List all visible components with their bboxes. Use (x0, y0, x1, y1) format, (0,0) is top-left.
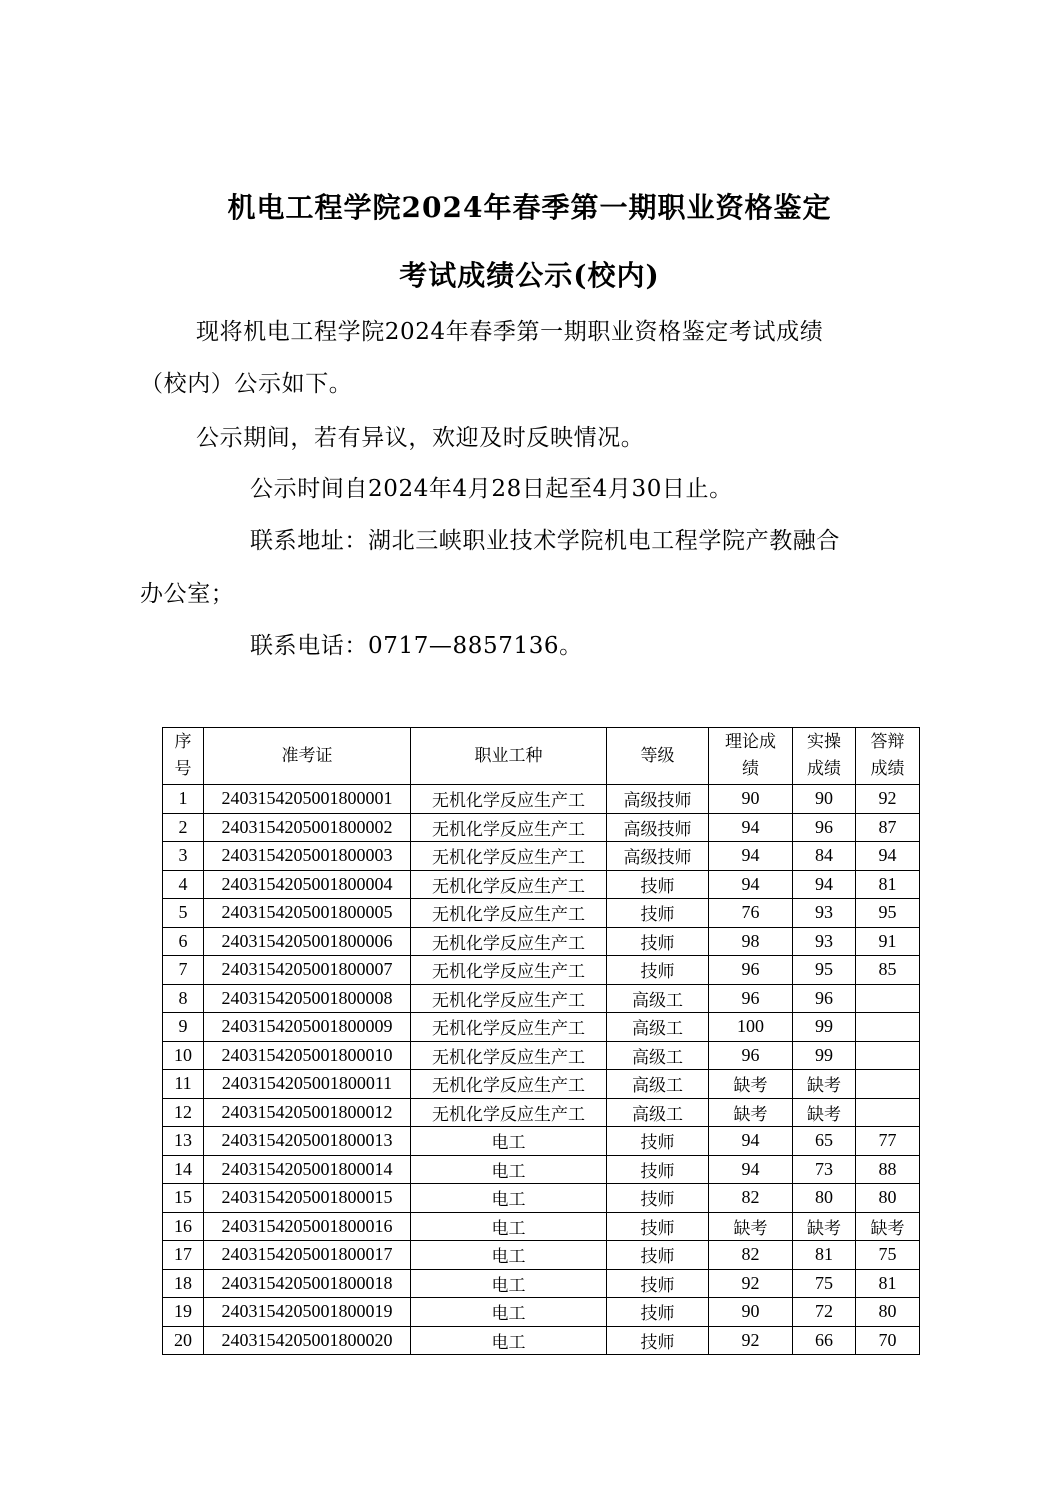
cell-job: 无机化学反应生产工 (411, 842, 607, 871)
table-row (163, 1269, 920, 1298)
cell-ticket: 2403154205001800016 (204, 1212, 411, 1241)
cell-theory-score: 90 (709, 1298, 793, 1327)
cell-ticket: 2403154205001800018 (204, 1269, 411, 1298)
table-row (163, 1041, 920, 1070)
cell-level: 技师 (607, 1212, 709, 1241)
cell-theory-score: 94 (709, 870, 793, 899)
intro-paragraph-line-1: 现将机电工程学院2024年春季第一期职业资格鉴定考试成绩 (196, 319, 824, 345)
cell-defense-score: 81 (856, 1269, 920, 1298)
cell-practice-score: 65 (793, 1127, 856, 1156)
cell-theory-score: 96 (709, 956, 793, 985)
cell-defense-score: 85 (856, 956, 920, 985)
cell-practice-score: 94 (793, 870, 856, 899)
cell-job: 电工 (411, 1184, 607, 1213)
cell-job: 电工 (411, 1269, 607, 1298)
cell-level: 技师 (607, 956, 709, 985)
cell-job: 无机化学反应生产工 (411, 1041, 607, 1070)
cell-defense-score: 87 (856, 813, 920, 842)
cell-defense-score: 77 (856, 1127, 920, 1156)
cell-seq: 15 (163, 1184, 204, 1213)
cell-job: 无机化学反应生产工 (411, 1013, 607, 1042)
cell-job: 无机化学反应生产工 (411, 984, 607, 1013)
cell-ticket: 2403154205001800013 (204, 1127, 411, 1156)
cell-seq: 7 (163, 956, 204, 985)
cell-seq: 17 (163, 1241, 204, 1270)
cell-job: 电工 (411, 1326, 607, 1355)
cell-theory-score: 96 (709, 1041, 793, 1070)
cell-level: 技师 (607, 870, 709, 899)
header-job: 职业工种 (411, 728, 607, 785)
cell-practice-score: 99 (793, 1013, 856, 1042)
cell-ticket: 2403154205001800001 (204, 785, 411, 814)
cell-theory-score: 94 (709, 1155, 793, 1184)
cell-ticket: 2403154205001800020 (204, 1326, 411, 1355)
cell-practice-score: 93 (793, 899, 856, 928)
cell-ticket: 2403154205001800003 (204, 842, 411, 871)
cell-seq: 1 (163, 785, 204, 814)
cell-defense-score: 92 (856, 785, 920, 814)
table-row (163, 785, 920, 814)
publicity-period: 公示时间自2024年4月28日起至4月30日止。 (250, 476, 733, 502)
header-theory-score: 理论成 绩 (709, 728, 793, 785)
table-row (163, 1212, 920, 1241)
table-row (163, 1155, 920, 1184)
document-title-line-2: 考试成绩公示(校内) (399, 259, 660, 292)
cell-job: 无机化学反应生产工 (411, 785, 607, 814)
table-row (163, 1241, 920, 1270)
cell-theory-score: 92 (709, 1326, 793, 1355)
header-seq: 序 号 (163, 728, 204, 785)
cell-defense-score (856, 984, 920, 1013)
cell-seq: 13 (163, 1127, 204, 1156)
cell-level: 高级工 (607, 1098, 709, 1127)
cell-defense-score (856, 1041, 920, 1070)
cell-practice-score: 73 (793, 1155, 856, 1184)
table-header-row (163, 728, 920, 785)
cell-seq: 16 (163, 1212, 204, 1241)
cell-practice-score: 缺考 (793, 1070, 856, 1099)
table-row (163, 870, 920, 899)
table-row (163, 842, 920, 871)
cell-defense-score: 80 (856, 1298, 920, 1327)
cell-theory-score: 94 (709, 842, 793, 871)
table-row (163, 899, 920, 928)
cell-level: 技师 (607, 1269, 709, 1298)
cell-level: 技师 (607, 1298, 709, 1327)
cell-seq: 8 (163, 984, 204, 1013)
cell-ticket: 2403154205001800007 (204, 956, 411, 985)
cell-theory-score: 98 (709, 927, 793, 956)
cell-ticket: 2403154205001800009 (204, 1013, 411, 1042)
header-practice-score: 实操 成绩 (793, 728, 856, 785)
cell-seq: 2 (163, 813, 204, 842)
cell-job: 无机化学反应生产工 (411, 1070, 607, 1099)
cell-seq: 18 (163, 1269, 204, 1298)
cell-practice-score: 95 (793, 956, 856, 985)
cell-level: 技师 (607, 1241, 709, 1270)
cell-level: 高级工 (607, 1013, 709, 1042)
cell-theory-score: 96 (709, 984, 793, 1013)
cell-defense-score: 75 (856, 1241, 920, 1270)
cell-defense-score: 缺考 (856, 1212, 920, 1241)
cell-ticket: 2403154205001800005 (204, 899, 411, 928)
cell-theory-score: 90 (709, 785, 793, 814)
cell-practice-score: 99 (793, 1041, 856, 1070)
cell-ticket: 2403154205001800017 (204, 1241, 411, 1270)
cell-level: 技师 (607, 1326, 709, 1355)
cell-ticket: 2403154205001800019 (204, 1298, 411, 1327)
cell-ticket: 2403154205001800004 (204, 870, 411, 899)
cell-defense-score: 95 (856, 899, 920, 928)
cell-level: 技师 (607, 1155, 709, 1184)
cell-seq: 6 (163, 927, 204, 956)
cell-practice-score: 66 (793, 1326, 856, 1355)
cell-ticket: 2403154205001800012 (204, 1098, 411, 1127)
cell-seq: 3 (163, 842, 204, 871)
table-row (163, 1013, 920, 1042)
cell-seq: 20 (163, 1326, 204, 1355)
cell-practice-score: 96 (793, 984, 856, 1013)
cell-practice-score: 84 (793, 842, 856, 871)
cell-seq: 11 (163, 1070, 204, 1099)
cell-job: 无机化学反应生产工 (411, 870, 607, 899)
cell-level: 技师 (607, 1184, 709, 1213)
cell-job: 电工 (411, 1298, 607, 1327)
cell-defense-score: 80 (856, 1184, 920, 1213)
cell-defense-score: 94 (856, 842, 920, 871)
table-row (163, 1127, 920, 1156)
cell-level: 技师 (607, 899, 709, 928)
cell-ticket: 2403154205001800010 (204, 1041, 411, 1070)
table-row (163, 1098, 920, 1127)
cell-job: 无机化学反应生产工 (411, 813, 607, 842)
cell-seq: 14 (163, 1155, 204, 1184)
cell-practice-score: 96 (793, 813, 856, 842)
cell-defense-score: 91 (856, 927, 920, 956)
cell-theory-score: 100 (709, 1013, 793, 1042)
cell-level: 高级工 (607, 1070, 709, 1099)
header-ticket: 准考证 (204, 728, 411, 785)
cell-theory-score: 76 (709, 899, 793, 928)
cell-ticket: 2403154205001800002 (204, 813, 411, 842)
cell-job: 电工 (411, 1155, 607, 1184)
cell-practice-score: 75 (793, 1269, 856, 1298)
cell-theory-score: 缺考 (709, 1212, 793, 1241)
cell-level: 技师 (607, 1127, 709, 1156)
intro-paragraph-line-2: （校内）公示如下。 (140, 371, 353, 397)
cell-theory-score: 94 (709, 1127, 793, 1156)
cell-seq: 9 (163, 1013, 204, 1042)
cell-job: 无机化学反应生产工 (411, 899, 607, 928)
cell-ticket: 2403154205001800014 (204, 1155, 411, 1184)
cell-theory-score: 缺考 (709, 1098, 793, 1127)
cell-job: 无机化学反应生产工 (411, 1098, 607, 1127)
cell-practice-score: 93 (793, 927, 856, 956)
table-row (163, 1326, 920, 1355)
cell-level: 高级技师 (607, 842, 709, 871)
cell-defense-score (856, 1013, 920, 1042)
table-row (163, 927, 920, 956)
table-row (163, 956, 920, 985)
table-row (163, 813, 920, 842)
cell-practice-score: 80 (793, 1184, 856, 1213)
contact-phone: 联系电话：0717—8857136。 (250, 633, 583, 659)
cell-defense-score (856, 1070, 920, 1099)
cell-theory-score: 缺考 (709, 1070, 793, 1099)
cell-seq: 4 (163, 870, 204, 899)
table-row (163, 1298, 920, 1327)
cell-practice-score: 缺考 (793, 1098, 856, 1127)
cell-ticket: 2403154205001800015 (204, 1184, 411, 1213)
cell-job: 无机化学反应生产工 (411, 927, 607, 956)
cell-theory-score: 82 (709, 1241, 793, 1270)
cell-practice-score: 72 (793, 1298, 856, 1327)
cell-seq: 19 (163, 1298, 204, 1327)
cell-defense-score: 70 (856, 1326, 920, 1355)
cell-defense-score: 88 (856, 1155, 920, 1184)
cell-practice-score: 90 (793, 785, 856, 814)
cell-level: 高级技师 (607, 813, 709, 842)
document-title-line-1: 机电工程学院2024年春季第一期职业资格鉴定 (227, 191, 832, 224)
table-row (163, 984, 920, 1013)
header-defense-score: 答辩 成绩 (856, 728, 920, 785)
cell-ticket: 2403154205001800011 (204, 1070, 411, 1099)
header-level: 等级 (607, 728, 709, 785)
objection-notice: 公示期间，若有异议，欢迎及时反映情况。 (196, 425, 645, 451)
cell-seq: 12 (163, 1098, 204, 1127)
cell-practice-score: 81 (793, 1241, 856, 1270)
cell-level: 高级工 (607, 1041, 709, 1070)
cell-defense-score: 81 (856, 870, 920, 899)
cell-job: 电工 (411, 1241, 607, 1270)
cell-job: 无机化学反应生产工 (411, 956, 607, 985)
cell-practice-score: 缺考 (793, 1212, 856, 1241)
cell-level: 高级工 (607, 984, 709, 1013)
cell-ticket: 2403154205001800006 (204, 927, 411, 956)
cell-level: 技师 (607, 927, 709, 956)
cell-defense-score (856, 1098, 920, 1127)
score-table (162, 727, 920, 1355)
table-row (163, 1184, 920, 1213)
cell-theory-score: 92 (709, 1269, 793, 1298)
cell-theory-score: 94 (709, 813, 793, 842)
cell-theory-score: 82 (709, 1184, 793, 1213)
contact-address-line-2: 办公室； (140, 581, 235, 607)
cell-seq: 5 (163, 899, 204, 928)
cell-seq: 10 (163, 1041, 204, 1070)
table-row (163, 1070, 920, 1099)
cell-job: 电工 (411, 1127, 607, 1156)
contact-address-line-1: 联系地址：湖北三峡职业技术学院机电工程学院产教融合 (250, 528, 840, 554)
cell-job: 电工 (411, 1212, 607, 1241)
cell-ticket: 2403154205001800008 (204, 984, 411, 1013)
cell-level: 高级技师 (607, 785, 709, 814)
